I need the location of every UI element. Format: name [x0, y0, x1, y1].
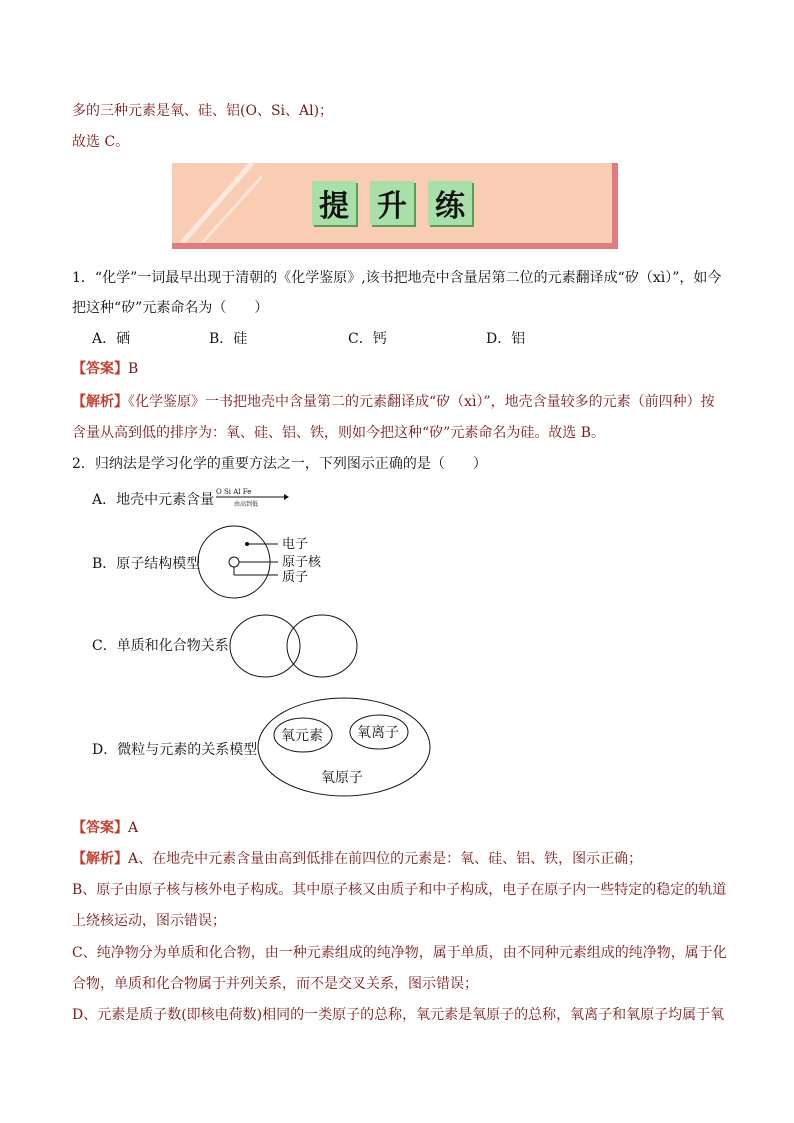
q2-option-c-label: C．单质和化合物关系: [92, 638, 229, 654]
q1-analysis-text-1: 《化学鉴原》一书把地壳中含量第二的元素翻译成“矽（xì）”，地壳含量较多的元素（前四种）按: [128, 394, 715, 410]
q1-stem-line-1: 1．“化学”一词最早出现于清朝的《化学鉴原》,该书把地壳中含量居第二位的元素翻译成“矽（xì）”，如今: [72, 270, 722, 286]
q2-answer-value: A: [128, 820, 139, 836]
banner-char-2: 升: [370, 181, 414, 225]
q2-option-c-venn-diagram: [226, 612, 362, 682]
intro-line-1: 多的三种元素是氧、硅、铝(O、Si、Al)；: [72, 103, 334, 119]
arrow-head-icon: [284, 494, 289, 500]
q2-option-a-arrow-bottom-text: 由高到低: [234, 501, 259, 508]
q2-analysis-a: [72, 849, 642, 869]
proton-label: 质子: [282, 570, 309, 585]
q2-analysis-d-line-1: D、元素是质子数(即核电荷数)相同的一类原子的总称，氧元素是氧原子的总称，氧离子和氧原子均属于氧: [72, 1007, 725, 1023]
q2-option-a-label: A．地壳中元素含量: [92, 492, 215, 508]
q2-option-a-arrow-top-text: O Si Al Fe: [216, 488, 252, 496]
q2-answer: [72, 818, 138, 838]
q2-analysis-c-line-2: 合物，单质和化合物属于并列关系，而不是交叉关系，图示错误；: [72, 976, 478, 992]
q2-option-d-particle-diagram: [256, 696, 434, 800]
q1-analysis-line-1: [72, 392, 715, 412]
banner-char-1: 提: [312, 181, 356, 225]
banner-char-3: 练: [428, 181, 472, 225]
q2-option-d-label: D．微粒与元素的关系模型: [92, 742, 258, 758]
q1-option-c: C．钙: [348, 331, 387, 347]
q1-option-a: A．硒: [92, 331, 131, 347]
q1-analysis-tag: 【解析】: [72, 394, 128, 410]
q2-stem: 2．归纳法是学习化学的重要方法之一，下列图示正确的是（ ）: [72, 456, 487, 472]
q2-option-b-label: B．原子结构模型: [92, 556, 201, 572]
section-banner: [172, 163, 620, 249]
q2-option-b-atom-diagram: [196, 524, 336, 604]
nucleus-label: 原子核: [282, 555, 322, 570]
q2-analysis-tag: 【解析】: [72, 851, 128, 867]
oxygen-atom-label: 氧原子: [321, 770, 363, 786]
q2-analysis-b-line-2: 上绕核运动，图示错误；: [72, 913, 226, 929]
q2-option-a-arrow-diagram: [214, 486, 290, 510]
q1-answer-tag: 【答案】: [72, 361, 128, 377]
intro-line-2: 故选 C。: [72, 134, 130, 150]
q2-analysis-a-text: A、在地壳中元素含量由高到低排在前四位的元素是：氧、硅、铝、铁，图示正确；: [128, 851, 643, 867]
q2-analysis-b-line-1: B、原子由原子核与核外电子构成。其中原子核又由质子和中子构成，电子在原子内一些特定的稳定的轨道: [72, 882, 727, 898]
q1-option-d: D．铝: [486, 331, 526, 347]
q1-answer: [72, 359, 138, 379]
q1-answer-value: B: [128, 361, 139, 377]
oxygen-element-label: 氧元素: [281, 728, 323, 744]
q2-answer-tag: 【答案】: [72, 820, 128, 836]
q1-analysis-line-2: 含量从高到低的排序为：氧、硅、铝、铁，则如今把这种“矽”元素命名为硅。故选 B。: [72, 425, 606, 441]
oxygen-ion-label: 氧离子: [357, 725, 399, 741]
banner-shine-decoration: [172, 163, 262, 243]
q1-stem-line-2: 把这种“矽”元素命名为（ ）: [72, 300, 269, 316]
q1-option-b: B．硅: [209, 331, 248, 347]
electron-label: 电子: [282, 537, 309, 552]
q2-analysis-c-line-1: C、纯净物分为单质和化合物，由一种元素组成的纯净物，属于单质，由不同种元素组成的纯净物，属于化: [72, 945, 727, 961]
